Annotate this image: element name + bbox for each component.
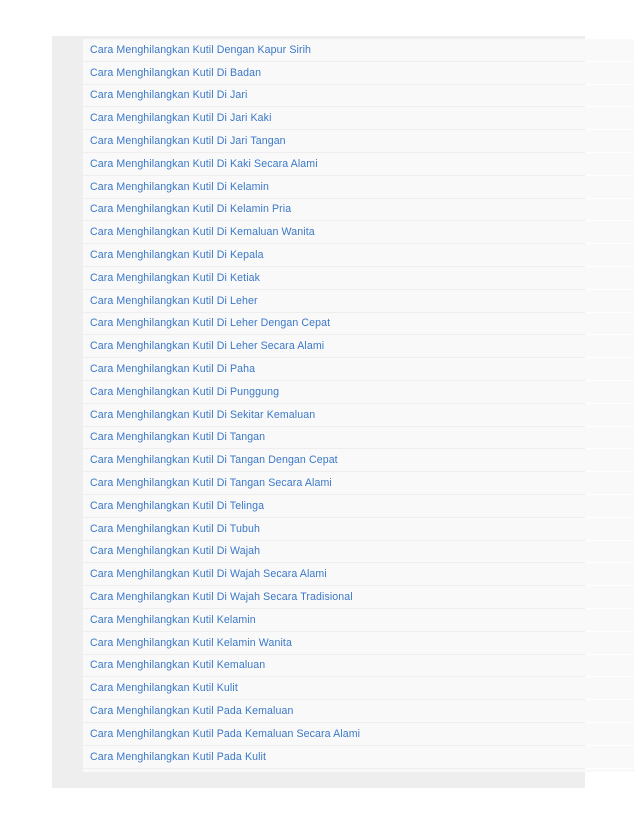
list-item xyxy=(83,655,634,677)
related-link[interactable]: Cara Menghilangkan Kutil Di Kaki Secara Alami xyxy=(90,157,318,170)
related-link[interactable]: Cara Menghilangkan Kutil Di Jari xyxy=(90,89,248,102)
list-item xyxy=(83,39,634,61)
related-link[interactable]: Cara Menghilangkan Kutil Di Sekitar Kemaluan xyxy=(90,408,316,421)
related-link[interactable]: Cara Menghilangkan Kutil Di Badan xyxy=(90,66,262,79)
related-link[interactable]: Cara Menghilangkan Kutil Di Punggung xyxy=(90,385,280,398)
related-link[interactable]: Cara Menghilangkan Kutil Di Telinga xyxy=(90,499,265,512)
list-item xyxy=(83,563,634,585)
related-link[interactable]: Cara Menghilangkan Kutil Di Leher Dengan Cepat xyxy=(90,317,331,330)
related-link[interactable]: Cara Menghilangkan Kutil Di Jari Kaki xyxy=(90,112,272,125)
list-item xyxy=(83,541,634,563)
related-link[interactable]: Cara Menghilangkan Kutil Di Kepala xyxy=(90,249,264,262)
list-item xyxy=(83,107,634,129)
list-item xyxy=(83,495,634,517)
list-item xyxy=(83,290,634,312)
related-link[interactable]: Cara Menghilangkan Kutil Di Ketiak xyxy=(90,271,261,284)
related-link[interactable]: Cara Menghilangkan Kutil Di Wajah Secara Alami xyxy=(90,568,327,581)
list-item xyxy=(83,358,634,380)
related-link[interactable]: Cara Menghilangkan Kutil Kemaluan xyxy=(90,659,266,672)
related-links-list xyxy=(83,39,634,773)
related-link[interactable]: Cara Menghilangkan Kutil Dengan Kapur Sirih xyxy=(90,43,312,56)
list-item xyxy=(83,518,634,540)
related-link[interactable]: Cara Menghilangkan Kutil Di Kelamin Pria xyxy=(90,203,292,216)
related-link[interactable]: Cara Menghilangkan Kutil Di Kemaluan Wanita xyxy=(90,226,315,239)
related-links-panel xyxy=(52,36,585,788)
related-link[interactable]: Cara Menghilangkan Kutil Di Leher Secara Alami xyxy=(90,340,325,353)
list-item xyxy=(83,723,634,745)
list-item xyxy=(83,85,634,107)
related-link[interactable]: Cara Menghilangkan Kutil Di Jari Tangan xyxy=(90,135,286,148)
list-item xyxy=(83,700,634,722)
list-item-empty xyxy=(83,769,634,772)
list-item xyxy=(83,221,634,243)
list-item xyxy=(83,130,634,152)
list-item xyxy=(83,244,634,266)
list-item xyxy=(83,199,634,221)
related-link[interactable]: Cara Menghilangkan Kutil Pada Kemaluan Secara Alami xyxy=(90,727,361,740)
list-item xyxy=(83,609,634,631)
list-item xyxy=(83,313,634,335)
list-item xyxy=(83,746,634,768)
list-item xyxy=(83,586,634,608)
related-link[interactable]: Cara Menghilangkan Kutil Kelamin xyxy=(90,613,256,626)
list-item xyxy=(83,267,634,289)
related-link[interactable]: Cara Menghilangkan Kutil Di Tangan Secara Alami xyxy=(90,477,332,490)
related-link[interactable]: Cara Menghilangkan Kutil Pada Kemaluan xyxy=(90,705,294,717)
list-item xyxy=(83,153,634,175)
list-item xyxy=(83,449,634,471)
related-link[interactable]: Cara Menghilangkan Kutil Di Tubuh xyxy=(90,522,260,535)
related-link[interactable]: Cara Menghilangkan Kutil Di Paha xyxy=(90,363,256,376)
related-link[interactable]: Cara Menghilangkan Kutil Kulit xyxy=(90,682,238,695)
list-item xyxy=(83,632,634,654)
list-item xyxy=(83,176,634,198)
list-item xyxy=(83,335,634,357)
related-link[interactable]: Cara Menghilangkan Kutil Kelamin Wanita xyxy=(90,636,292,649)
related-link[interactable]: Cara Menghilangkan Kutil Di Kelamin xyxy=(90,180,269,193)
related-link[interactable]: Cara Menghilangkan Kutil Di Leher xyxy=(90,294,258,307)
list-item xyxy=(83,677,634,699)
related-link[interactable]: Cara Menghilangkan Kutil Di Wajah xyxy=(90,545,261,558)
related-link[interactable]: Cara Menghilangkan Kutil Di Tangan Dengan Cepat xyxy=(90,454,338,467)
list-item xyxy=(83,427,634,449)
list-item xyxy=(83,404,634,426)
list-item xyxy=(83,472,634,494)
list-item xyxy=(83,62,634,84)
related-link[interactable]: Cara Menghilangkan Kutil Di Wajah Secara Tradisional xyxy=(90,591,353,604)
related-link[interactable]: Cara Menghilangkan Kutil Pada Kulit xyxy=(90,750,267,763)
list-item xyxy=(83,381,634,403)
related-link[interactable]: Cara Menghilangkan Kutil Di Tangan xyxy=(90,431,266,444)
